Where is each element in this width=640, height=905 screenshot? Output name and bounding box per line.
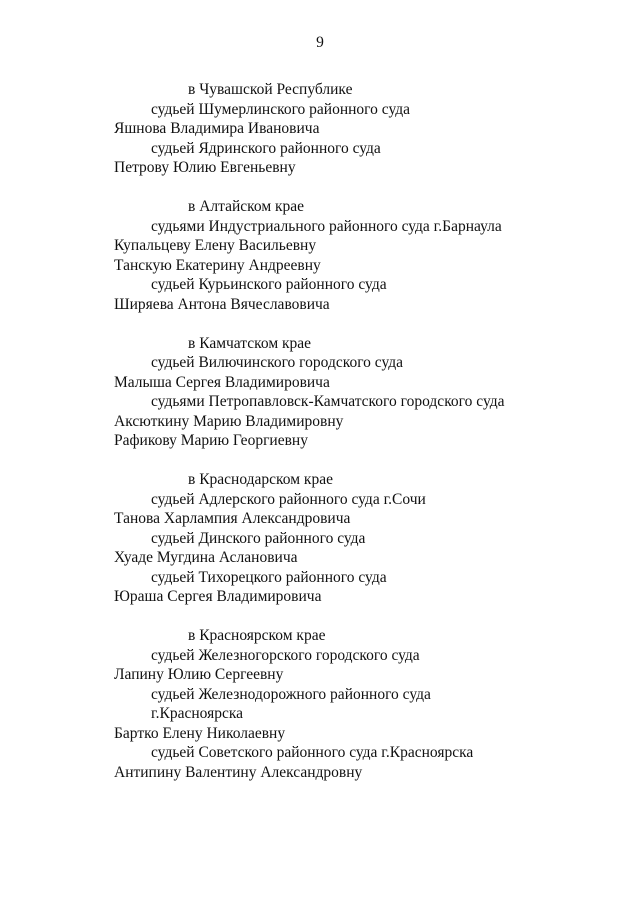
judge-name: Танова Харлампия Александровича xyxy=(114,510,351,527)
judge-name: Хуаде Мугдина Аслановича xyxy=(114,549,298,566)
judge-name: Купальцеву Елену Васильевну xyxy=(114,237,317,254)
region-heading: в Красноярском крае xyxy=(188,627,326,644)
court-line: судьей Адлерского районного суда г.Сочи xyxy=(151,490,426,508)
court-line: судьей Советского районного суда г.Красноярска xyxy=(151,744,474,761)
court-line: судьями Индустриального районного суда г.Барнаула xyxy=(151,217,502,235)
judge-name: Лапину Юлию Сергеевну xyxy=(114,666,284,683)
judge-name: Петрову Юлию Евгеньевну xyxy=(114,159,296,176)
region-section-chuvashia xyxy=(0,80,640,178)
region-section-altai xyxy=(0,197,640,314)
court-line: судьей Железногорского городского суда xyxy=(151,646,420,664)
region-heading: в Алтайском крае xyxy=(188,198,305,215)
court-line: судьей Шумерлинского районного суда xyxy=(151,100,410,118)
court-line: судьей Вилючинского городского суда xyxy=(151,354,404,371)
court-line: судьей Ядринского районного суда xyxy=(151,139,381,157)
judge-name: Антипину Валентину Александровну xyxy=(114,763,363,781)
document-body xyxy=(0,80,640,802)
court-line: судьей Курьинского районного суда xyxy=(151,276,387,293)
page-number: 9 xyxy=(316,34,324,51)
judge-name: Рафикову Марию Георгиевну xyxy=(114,432,308,449)
court-line: судьей Тихорецкого районного суда xyxy=(151,568,387,586)
court-line: судьей Динского районного суда xyxy=(151,529,366,547)
region-heading: в Чувашской Республике xyxy=(188,81,353,98)
judge-name: Юраша Сергея Владимировича xyxy=(114,588,322,605)
region-section-krasnodar xyxy=(0,470,640,607)
judge-name: Малыша Сергея Владимировича xyxy=(114,373,330,391)
region-heading: в Камчатском крае xyxy=(188,334,312,352)
judge-name: Аксюткину Марию Владимировну xyxy=(114,412,344,430)
judge-name: Ширяева Антона Вячеславовича xyxy=(114,295,330,313)
judge-name: Танскую Екатерину Андреевну xyxy=(114,256,321,274)
region-section-krasnoyarsk xyxy=(0,626,640,782)
region-heading: в Краснодарском крае xyxy=(188,471,333,488)
judge-name: Яшнова Владимира Ивановича xyxy=(114,120,320,137)
region-section-kamchatka xyxy=(0,334,640,451)
court-line: судьями Петропавловск-Камчатского городского суда xyxy=(151,393,505,410)
court-line: судьей Железнодорожного районного суда xyxy=(151,685,431,703)
judge-name: Бартко Елену Николаевну xyxy=(114,724,286,742)
court-line-continuation: г.Красноярска xyxy=(151,705,244,722)
